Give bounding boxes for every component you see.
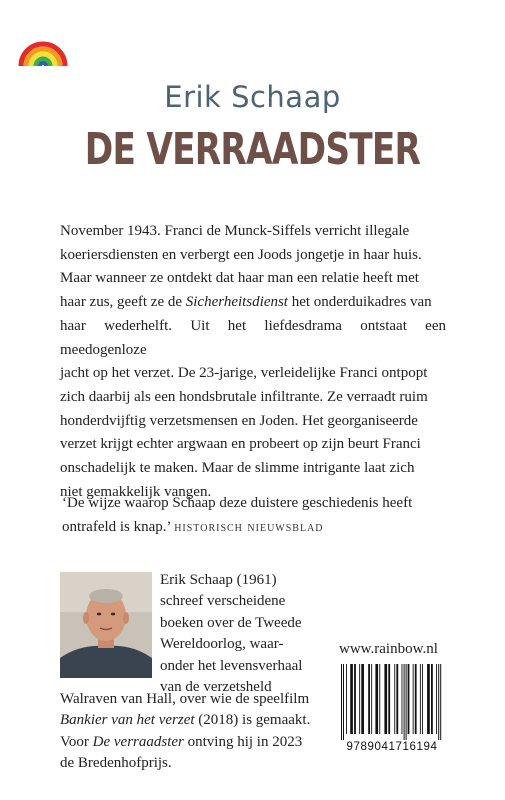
- author-bio-continued: Walraven van Hall, over wie de speelfilm Bankier van het verzet (2018) is gemaakt. Voor De verraadster ontving hij in 2023 de Bredenhofprijs.: [60, 691, 311, 772]
- author-photo: [60, 572, 152, 678]
- rainbow-logo-icon: [18, 22, 68, 68]
- author-name: Erik Schaap: [164, 80, 341, 114]
- isbn-barcode: [337, 664, 445, 748]
- book-title: DE VERRAADSTER: [84, 124, 421, 175]
- blurb-text: November 1943. Franci de Munck-Siffels verricht illegale koeriersdiensten en verbergt een Joods jongetje in haar huis. Maar wanneer ze ontdekt dat haar man een relatie heeft met haar zus, geeft ze de Sicherheitsdienst het onderduikadres van haar wederhelft. Uit het liefdesdrama ontstaat een meedogenloze jacht op het verzet. De 23-jarige, verleidelijke Franci ontpopt zich daarbij als een hondsbrutale infiltrante. Ze verraadt ruim honderdvijftig verzetsmensen en Joden. Het georganiseerde verzet krijgt echter argwaan en probeert op zijn beurt Franci onschadelijk te maken. Maar de slimme intrigante laat zich niet gemakkelijk vangen.: [60, 223, 446, 500]
- quote-source: historisch nieuwsblad: [174, 520, 324, 535]
- isbn-number: 9789041716194: [346, 741, 438, 753]
- publisher-website: www.rainbow.nl: [339, 641, 438, 657]
- review-quote: ‘De wijze waarop Schaap deze duistere geschiedenis heeft ontrafeld is knap.’ historisch nieuwsblad: [62, 495, 413, 535]
- author-bio-intro: Erik Schaap (1961) schreef verscheidene boeken over de Tweede Wereldoorlog, waar- onder het levensverhaal van de verzetsheld: [160, 572, 303, 696]
